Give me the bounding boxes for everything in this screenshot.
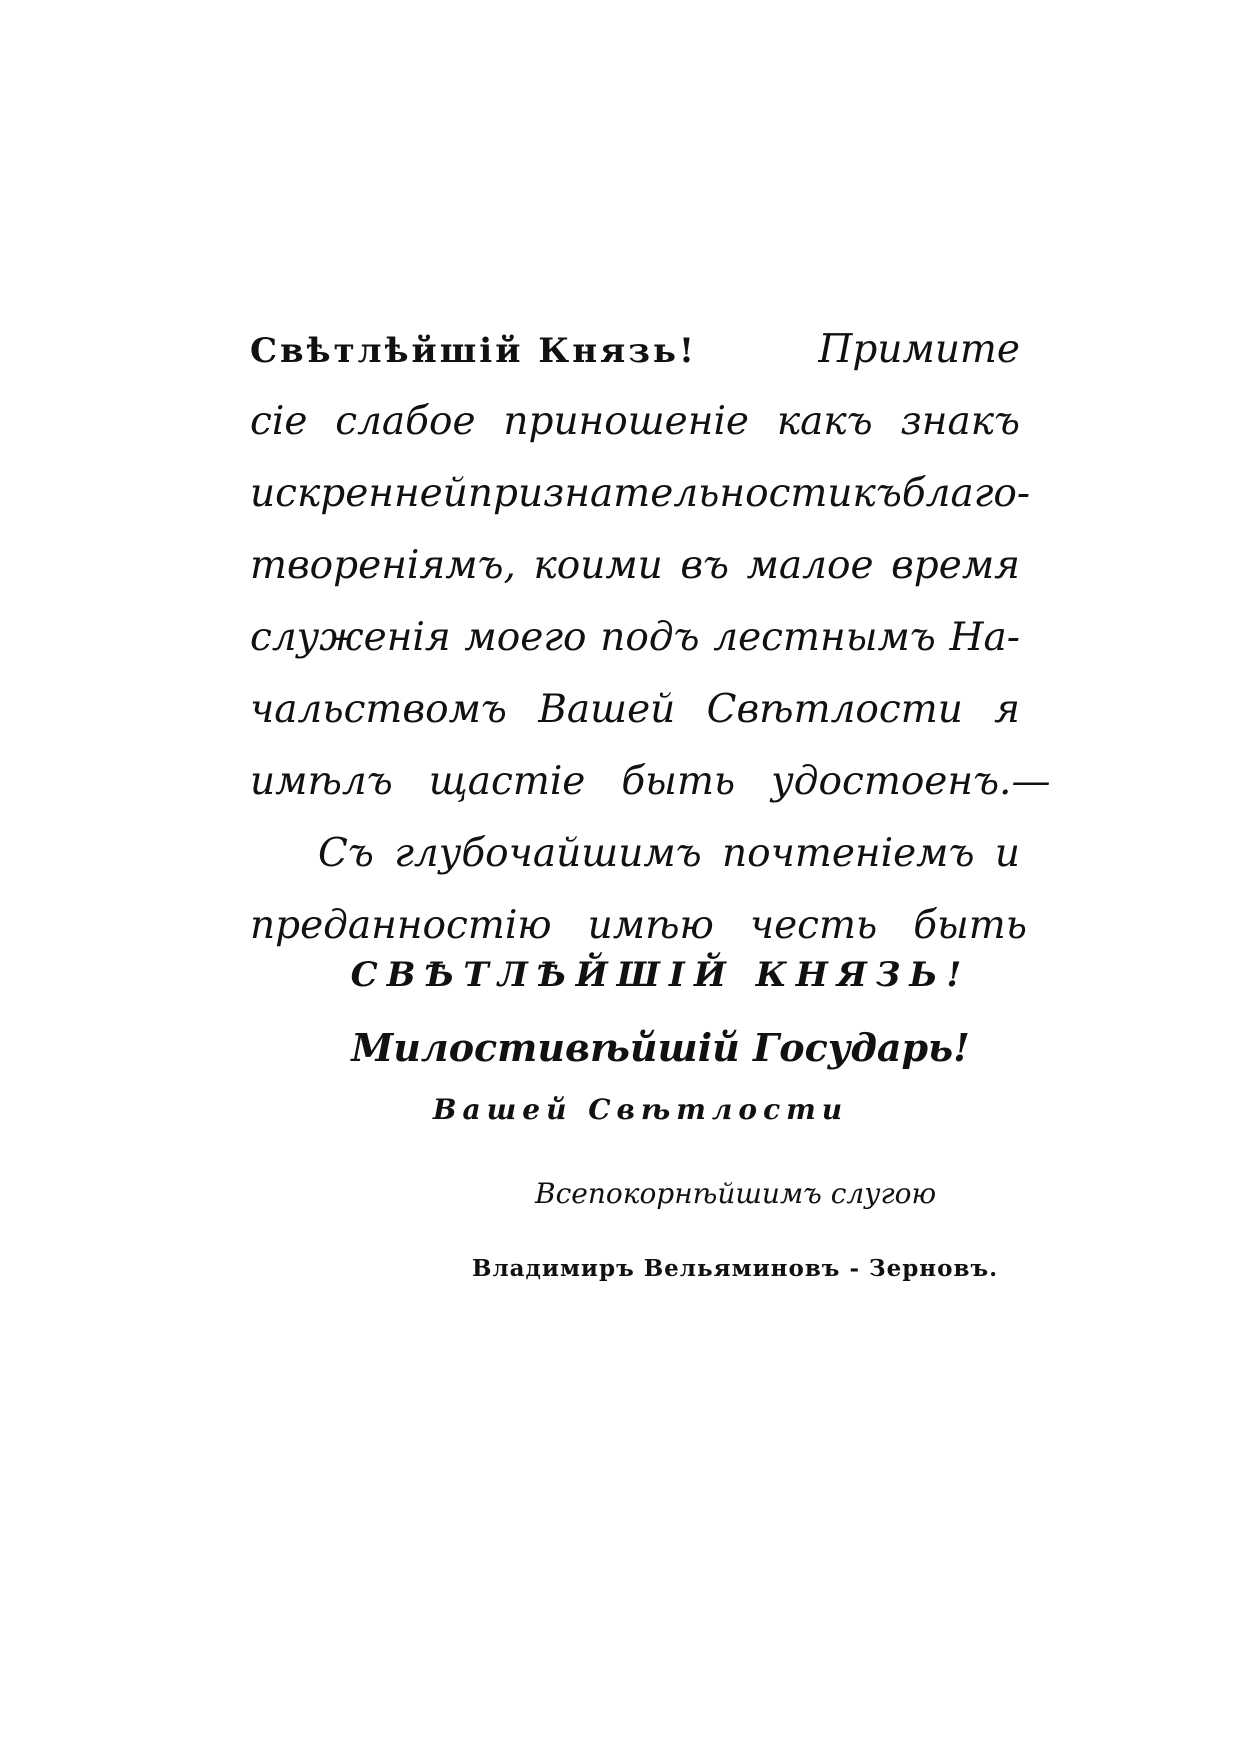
- word: Вашей: [538, 687, 676, 732]
- dedication-line-8: [318, 822, 1020, 886]
- word: имѣлъ: [250, 759, 393, 804]
- word: приношеніе: [503, 399, 749, 444]
- word: въ: [680, 543, 730, 588]
- word: какъ: [776, 399, 873, 444]
- dedication-line-2: [250, 390, 1020, 454]
- word: Съ: [318, 831, 374, 876]
- word: признательности: [467, 471, 853, 516]
- word: глубочайшимъ: [394, 831, 702, 876]
- word: честь: [749, 903, 878, 948]
- word: я: [994, 687, 1020, 732]
- word: быть: [913, 903, 1028, 948]
- dedication-line-7: [250, 750, 1051, 814]
- dedication-line-3: [250, 462, 1031, 526]
- word: благо-: [901, 471, 1031, 516]
- dedication-line-4: [250, 534, 1020, 598]
- word: къ: [852, 471, 902, 516]
- word: На-: [949, 615, 1020, 660]
- dedication-line-5: [250, 606, 1020, 670]
- servant-line: Всепокорнѣйшимъ слугою: [535, 1177, 937, 1210]
- word: чальствомъ: [250, 687, 507, 732]
- word: подъ: [600, 615, 700, 660]
- word: щастіе: [428, 759, 586, 804]
- dedication-line-6: [250, 678, 1020, 742]
- word: слабое: [335, 399, 476, 444]
- word: время: [891, 543, 1020, 588]
- opening-address: Свѣтлѣйшій Князь!: [250, 331, 697, 371]
- word: быть: [621, 759, 736, 804]
- word: Примите: [818, 327, 1020, 372]
- word: знакъ: [900, 399, 1020, 444]
- word: почтеніемъ: [722, 831, 975, 876]
- word: служенія: [250, 615, 451, 660]
- dedication-line-1: [250, 318, 1020, 382]
- word: удостоенъ.—: [771, 759, 1051, 804]
- word: моего: [464, 615, 587, 660]
- word: сіе: [250, 399, 308, 444]
- word: и: [994, 831, 1020, 876]
- signature: Владимиръ Вельяминовъ - Зерновъ.: [472, 1255, 999, 1282]
- closing-address: СВѢТЛѢЙШІЙ КНЯЗЬ!: [350, 955, 971, 995]
- word: преданностію: [250, 903, 552, 948]
- word: Свѣтлости: [706, 687, 963, 732]
- word: лестнымъ: [713, 615, 936, 660]
- word: твореніямъ,: [250, 543, 516, 588]
- closing-grace: Вашей Свѣтлости: [432, 1093, 849, 1126]
- closing-salutation: Милостивѣйшій Государь!: [351, 1025, 970, 1070]
- word: коими: [533, 543, 663, 588]
- dedication-line-9: [250, 894, 1028, 958]
- word: малое: [746, 543, 874, 588]
- word: искренней: [250, 471, 468, 516]
- word: имѣю: [587, 903, 714, 948]
